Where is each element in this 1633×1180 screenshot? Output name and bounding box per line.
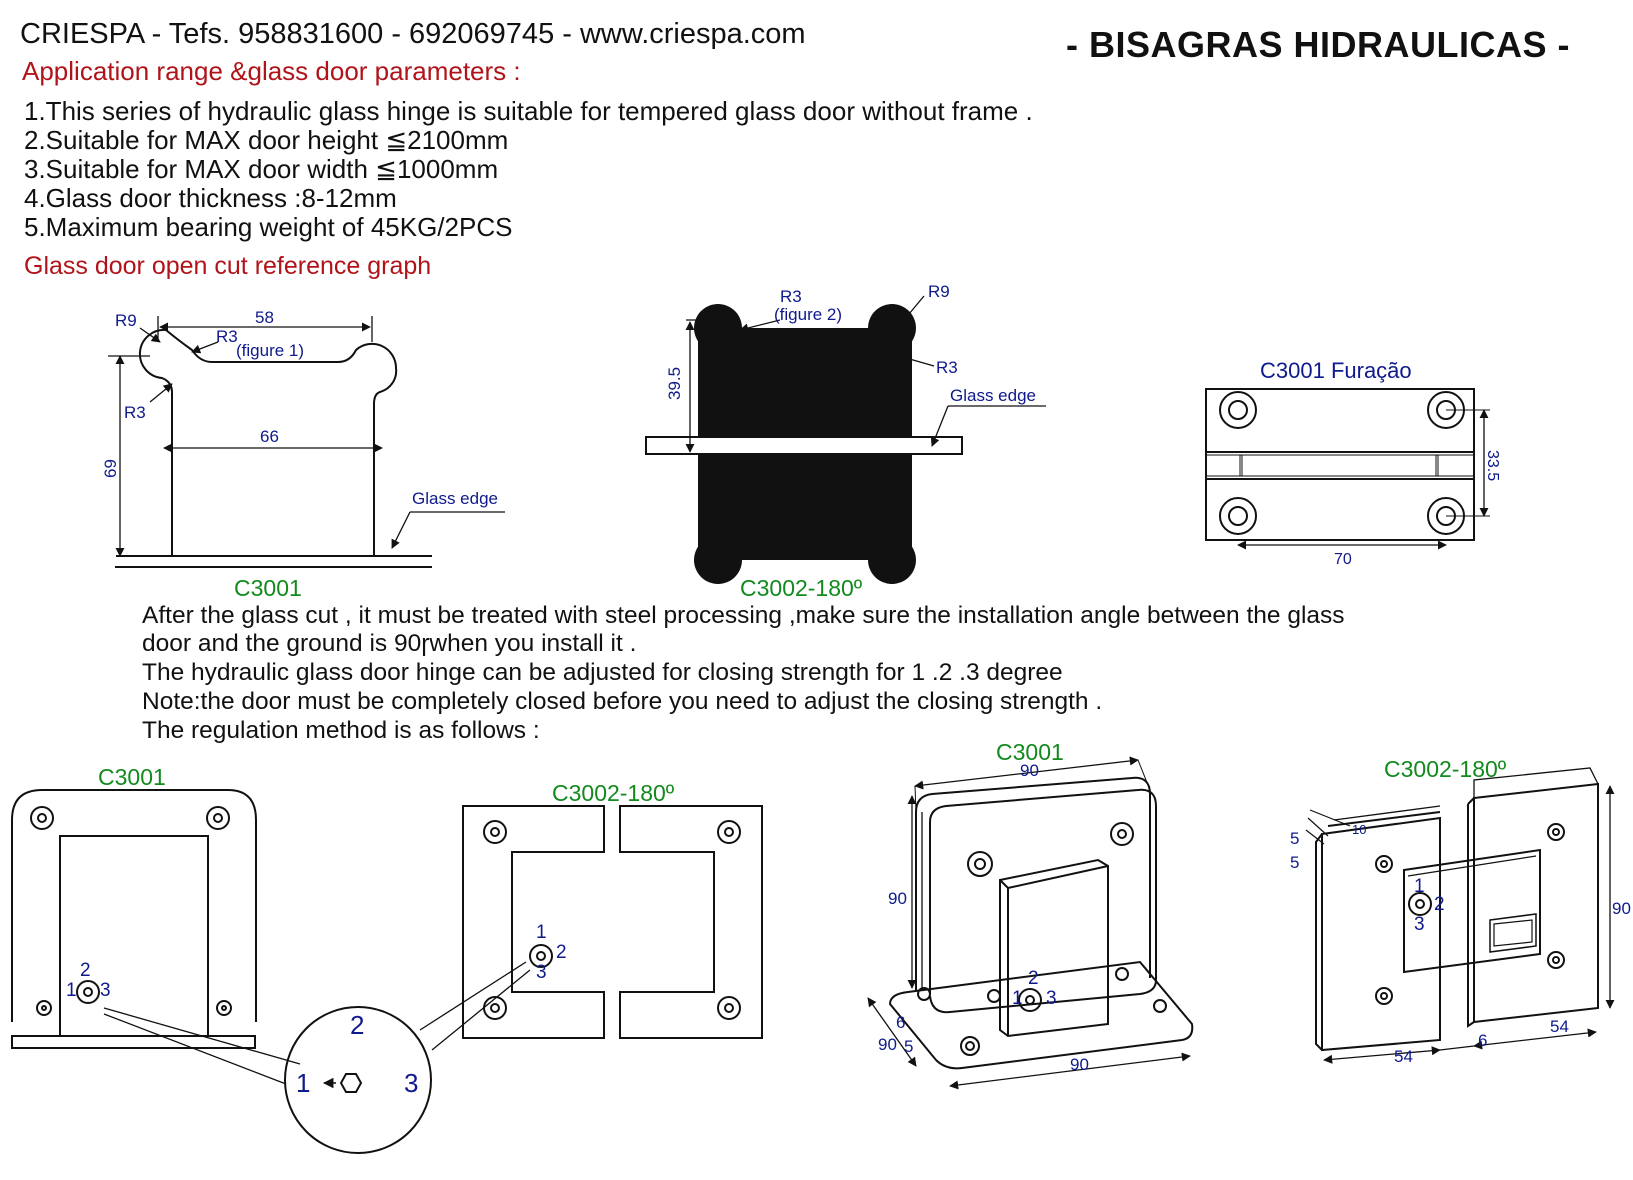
instruction-line: After the glass cut , it must be treated with steel processing ,make sure the installation angle between the glass [142, 602, 1345, 629]
figure1-label: (figure 1) [236, 341, 305, 360]
iso2-dim-6: 6 [1478, 1031, 1488, 1050]
position-1-label: 1 [536, 922, 547, 943]
c3001-cut-caption: C3001 [234, 575, 302, 601]
c3002-iso-caption: C3002-180º [1384, 756, 1507, 782]
position-1-label: 1 [1012, 988, 1023, 1009]
instruction-line: The regulation method is as follows : [142, 717, 540, 744]
r9-label: R9 [115, 311, 137, 330]
spec-item: 4.Glass door thickness :8-12mm [24, 183, 397, 213]
r9-label: R9 [928, 282, 950, 301]
position-1-label: 1 [66, 980, 77, 1001]
dim-69-label: 69 [101, 459, 120, 478]
zoom-position-3: 3 [404, 1068, 419, 1098]
cut-graph-heading: Glass door open cut reference graph [24, 252, 432, 280]
spec-item: 5.Maximum bearing weight of 45KG/2PCS [24, 212, 513, 242]
c3001-iso-caption: C3001 [996, 739, 1064, 765]
instruction-line: door and the ground is 90ɼwhen you install it . [142, 630, 637, 657]
r3-label: R3 [216, 327, 238, 346]
iso1-dim-5: 5 [904, 1037, 914, 1056]
iso1-dim-bottom: 90 [1070, 1055, 1089, 1074]
iso2-dim-54a: 54 [1394, 1047, 1413, 1066]
iso1-dim-90-small: 90 [878, 1035, 897, 1054]
figure2-label: (figure 2) [774, 305, 843, 324]
spec-item: 2.Suitable for MAX door height ≦2100mm [24, 125, 509, 155]
page-title: - BISAGRAS HIDRAULICAS - [1066, 24, 1570, 65]
iso1-dim-top: 90 [1020, 761, 1039, 780]
c3002-cut-caption: C3002-180º [740, 575, 863, 601]
figure3-drilling-plate [1206, 389, 1490, 545]
c3001-face-caption: C3001 [98, 764, 166, 790]
dim-39-5-label: 39.5 [665, 366, 684, 400]
zoom-position-2: 2 [350, 1010, 365, 1040]
zoom-position-1: 1 [296, 1068, 311, 1098]
position-3-label: 3 [100, 980, 111, 1001]
spec-item: 3.Suitable for MAX door width ≦1000mm [24, 154, 499, 184]
iso2-dim-5b: 5 [1290, 853, 1300, 872]
c3001-face-drawing [12, 790, 431, 1153]
r3-label: R3 [124, 403, 146, 422]
drilling-title: C3001 Furação [1260, 358, 1412, 383]
iso1-dim-left: 90 [888, 889, 907, 908]
glass-edge-label: Glass edge [412, 489, 498, 508]
c3001-iso-drawing [868, 760, 1192, 1086]
position-1-label: 1 [1414, 876, 1425, 897]
instruction-line: Note:the door must be completely closed before you need to adjust the closing strength . [142, 688, 1103, 715]
figure1-c3001-cut [108, 316, 505, 567]
iso1-dim-6: 6 [896, 1013, 906, 1032]
dim-66-label: 66 [260, 427, 279, 446]
iso2-dim-5a: 5 [1290, 829, 1300, 848]
application-heading: Application range &glass door parameters : [22, 56, 521, 86]
iso2-dim-10: 10 [1352, 822, 1367, 837]
position-3-label: 3 [536, 962, 547, 983]
dim-33-5-label: 33.5 [1484, 450, 1501, 482]
dim-58-label: 58 [255, 308, 274, 327]
spec-item: 1.This series of hydraulic glass hinge is suitable for tempered glass door without frame . [24, 96, 1033, 126]
position-3-label: 3 [1414, 914, 1425, 935]
company-contact-line: CRIESPA - Tefs. 958831600 - 692069745 - www.criespa.com [20, 18, 806, 50]
iso2-dim-right: 90 [1612, 899, 1631, 918]
figure2-c3002-cut [646, 296, 1046, 584]
position-2-label: 2 [1434, 894, 1445, 915]
iso2-dim-54b: 54 [1550, 1017, 1569, 1036]
position-2-label: 2 [556, 942, 567, 963]
c3002-face-drawing [420, 806, 762, 1050]
position-2-label: 2 [1028, 968, 1039, 989]
c3002-face-caption: C3002-180º [552, 780, 675, 806]
r3-label: R3 [936, 358, 958, 377]
dim-70-label: 70 [1334, 551, 1352, 568]
position-2-label: 2 [80, 960, 91, 981]
position-3-label: 3 [1046, 988, 1057, 1009]
instruction-line: The hydraulic glass door hinge can be adjusted for closing strength for 1 .2 .3 degree [142, 659, 1063, 686]
glass-edge-label: Glass edge [950, 386, 1036, 405]
r3-label: R3 [780, 287, 802, 306]
